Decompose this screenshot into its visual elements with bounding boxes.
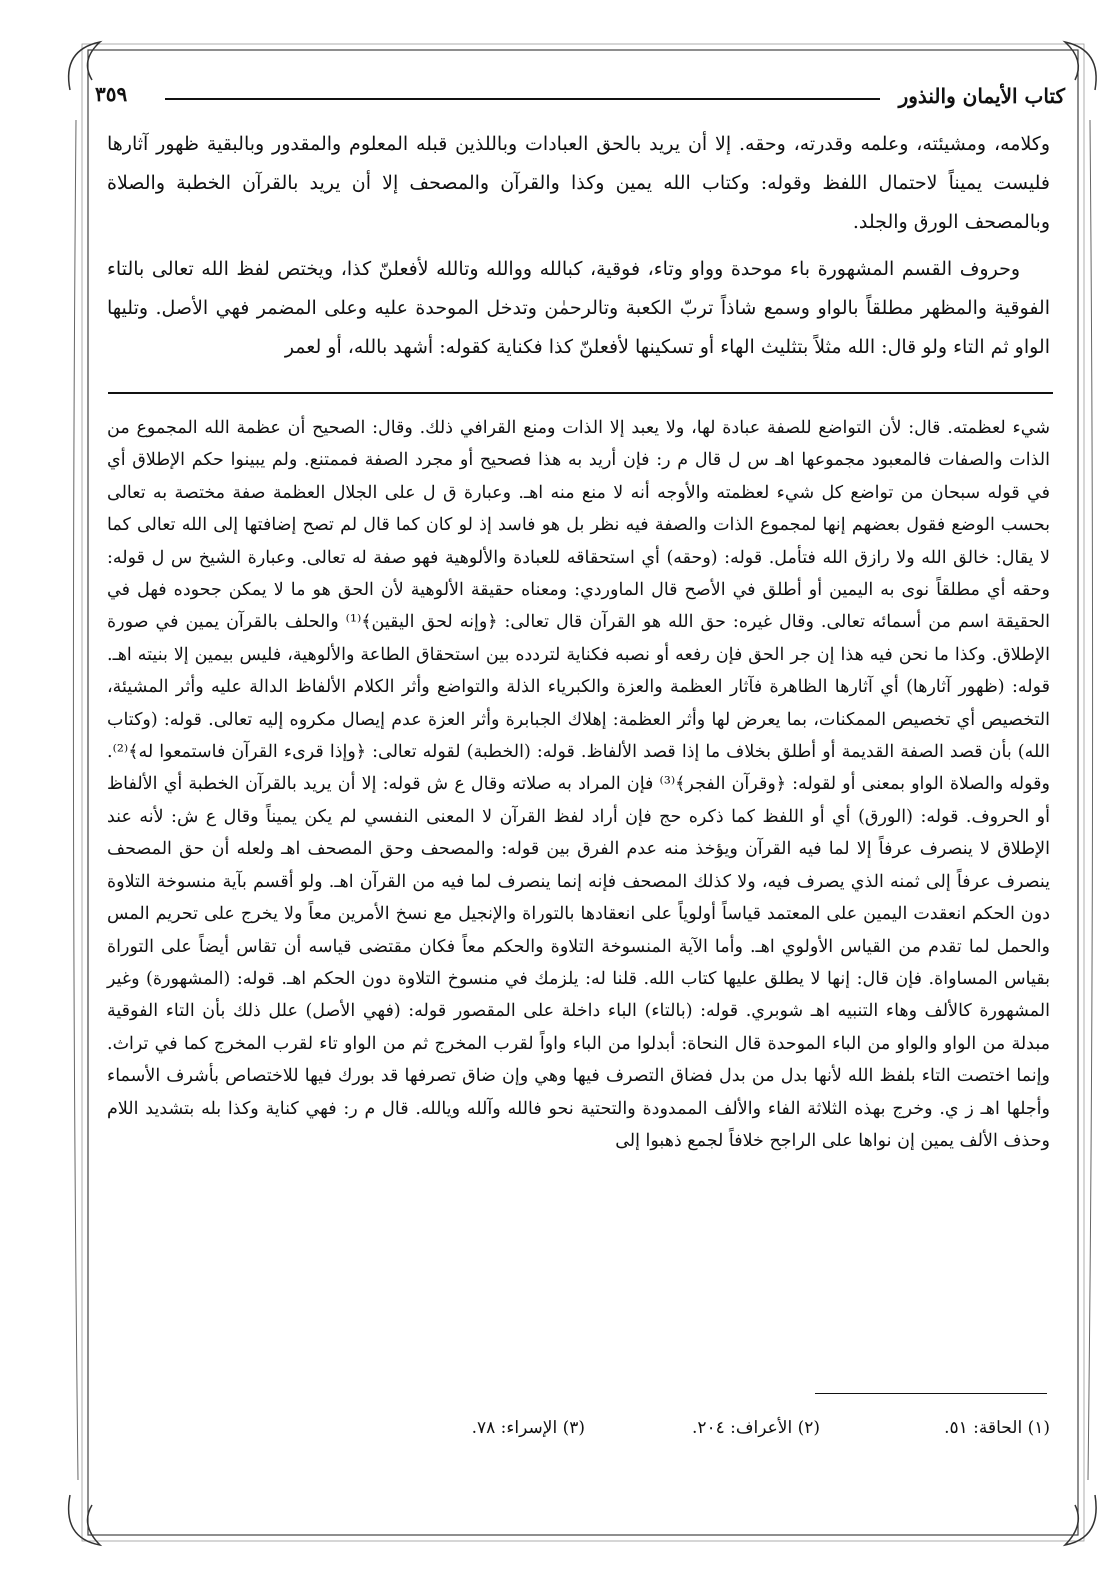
running-header bbox=[95, 80, 1065, 114]
footnote-3: (٣) الإسراء: ٧٨. bbox=[471, 1418, 585, 1438]
main-paragraph-1: وكلامه، ومشيئته، وعلمه وقدرته، وحقه. إلا أن يريد بالحق العبادات وباللذين قبله المعلوم والمقدور وبالبقية ظهور آثارها فليست يميناً لاحتمال اللفظ وقوله: وكتاب الله يمين وكذا والقرآن والمصحف إلا أن يريد بالقرآن الخطبة والصلاة وبالمصحف الورق والجلد. bbox=[107, 133, 1050, 233]
commentary-paragraph: شيء لعظمته. قال: لأن التواضع للصفة عبادة لها، ولا يعبد إلا الذات ومنع القرافي ذلك. وقال: الصحيح أن عظمة الله المجموع من الذات والصفات فالمعبود مجموعها اهـ س ل قال م ر: فإن أريد به هذا فصحيح أو مجرد الصفة فممتنع. ولم يبينوا حكم الإطلاق أي في قوله سبحان من تواضع كل شيء لعظمته والأوجه أنه لا منع منه اهـ. وعبارة ق ل على الجلال العظمة صفة مختصة به تعالى بحسب الوضع فقول بعضهم إنها لمجموع الذات والصفة فيه نظر بل هو فاسد إذ لو كان كما قال لم تصح إضافتها إلى الله تعالى كما لا يقال: خالق الله ولا رازق الله فتأمل. قوله: (وحقه) أي استحقاقه للعبادة والألوهية فهو صفة له تعالى. وعبارة الشيخ س ل قوله: وحقه أي مطلقاً نوى به اليمين أو أطلق في الأصح قال الماوردي: ومعناه حقيقة الألوهية لأن الحق هو ما لا يمكن جحوده فهل في الحقيقة اسم من أسمائه تعالى. وقال غيره: حق الله هو القرآن قال تعالى: ﴿وإنه لحق اليقين﴾⁽¹⁾ والحلف بالقرآن يمين في صورة الإطلاق. وكذا ما نحن فيه هذا إن جر الحق فإن رفعه أو نصبه فكناية لتردده بين استحقاق الطاعة والألوهية، فليس بيمين إلا بنيته اهـ. قوله: (ظهور آثارها) أي آثارها الظاهرة فآثار العظمة والعزة والكبرياء الذلة والتواضع وأثر الكلام الألفاظ الدالة عليه وأثر المشيئة، التخصيص أي تخصيص الممكنات، بما يعرض لها وأثر العظمة: إهلاك الجبابرة وأثر العزة عدم إيصال مكروه إليه تعالى. قوله: (وكتاب الله) بأن قصد الصفة القديمة أو أطلق بخلاف ما إذا قصد الألفاظ. قوله: (الخطبة) لقوله تعالى: ﴿وإذا قرىء القرآن فاستمعوا له﴾⁽²⁾. وقوله والصلاة الواو بمعنى أو لقوله: ﴿وقرآن الفجر﴾⁽³⁾ فإن المراد به صلاته وقال ع ش قوله: إلا أن يريد بالقرآن الخطبة أي الألفاظ أو الحروف. قوله: (الورق) أي أو اللفظ كما ذكره حج فإن أراد لفظ القرآن لا المعنى النفسي لم يكن يميناً وقال ع ش: لأنه عند الإطلاق لا ينصرف عرفاً إلا لما فيه القرآن ويؤخذ منه عدم الفرق بين قوله: والمصحف وحق المصحف اهـ ولعله أن حق المصحف ينصرف عرفاً إلى ثمنه الذي يصرف فيه، ولا كذلك المصحف فإنه إنما ينصرف لما فيه من القرآن اهـ. ولو أقسم بآية منسوخة التلاوة دون الحكم انعقدت اليمين على المعتمد قياساً أولوياً على انعقادها بالتوراة والإنجيل مع نسخ الأمرين معاً ولا يخرج على تحريم المس والحمل لما تقدم من القياس الأولوي اهـ. وأما الآية المنسوخة التلاوة والحكم معاً فكان مقتضى قياسه أن تقاس أيضاً على التوراة بقياس المساواة. فإن قال: إنها لا يطلق عليها كتاب الله. قلنا له: يلزمك في منسوخ التلاوة دون الحكم اهـ. قوله: (المشهورة) وغير المشهورة كالألف وهاء التنبيه اهـ شوبري. قوله: (بالتاء) الباء داخلة على المقصور قوله: (فهي الأصل) علل ذلك بأن التاء الفوقية مبدلة من الواو والواو من الباء الموحدة قال النحاة: أبدلوا من الباء واواً لقرب المخرج ثم من الواو تاء لقرب المخرج كما في تراث. وإنما اختصت التاء بلفظ الله لأنها بدل من بدل فضاق التصرف فيها وهي وإن ضاق تصرفها قد بورك فيها للاختصاص بأشرف الأسماء وأجلها اهـ ز ي. وخرج بهذه الثلاثة الفاء والألف الممدودة والتحتية نحو فالله وآلله ويالله. قال م ر: فهي كناية وكذا بله بتشديد اللام وحذف الألف يمين إن نواها على الراجح خلافاً لجمع ذهبوا إلى bbox=[107, 418, 1050, 1151]
text-commentary-separator bbox=[108, 392, 1053, 394]
footnotes bbox=[420, 1418, 1050, 1448]
page-number: ٣٥٩ bbox=[95, 82, 133, 106]
footnote-2: (٢) الأعراف: ٢٠٤. bbox=[691, 1418, 820, 1438]
commentary-text bbox=[107, 412, 1050, 1157]
book-title: كتاب الأيمان والنذور bbox=[893, 84, 1065, 108]
footnote-1: (١) الحاقة: ٥١. bbox=[944, 1418, 1050, 1438]
header-rule bbox=[165, 98, 880, 100]
main-paragraph-2: وحروف القسم المشهورة باء موحدة وواو وتاء، فوقية، كبالله ووالله وتالله لأفعلنّ كذا، ويختص لفظ الله تعالى بالتاء الفوقية والمظهر مطلقاً بالواو وسمع شاذاً تربّ الكعبة وتالرحمٰن وتدخل الموحدة عليه وعلى المضمر فهي الأصل. وتليها الواو ثم التاء ولو قال: الله مثلاً بتثليث الهاء أو تسكينها لأفعلنّ كذا فكناية كقوله: أشهد بالله، أو لعمر bbox=[107, 258, 1050, 358]
main-text bbox=[107, 125, 1050, 367]
footnote-separator bbox=[815, 1393, 1047, 1394]
